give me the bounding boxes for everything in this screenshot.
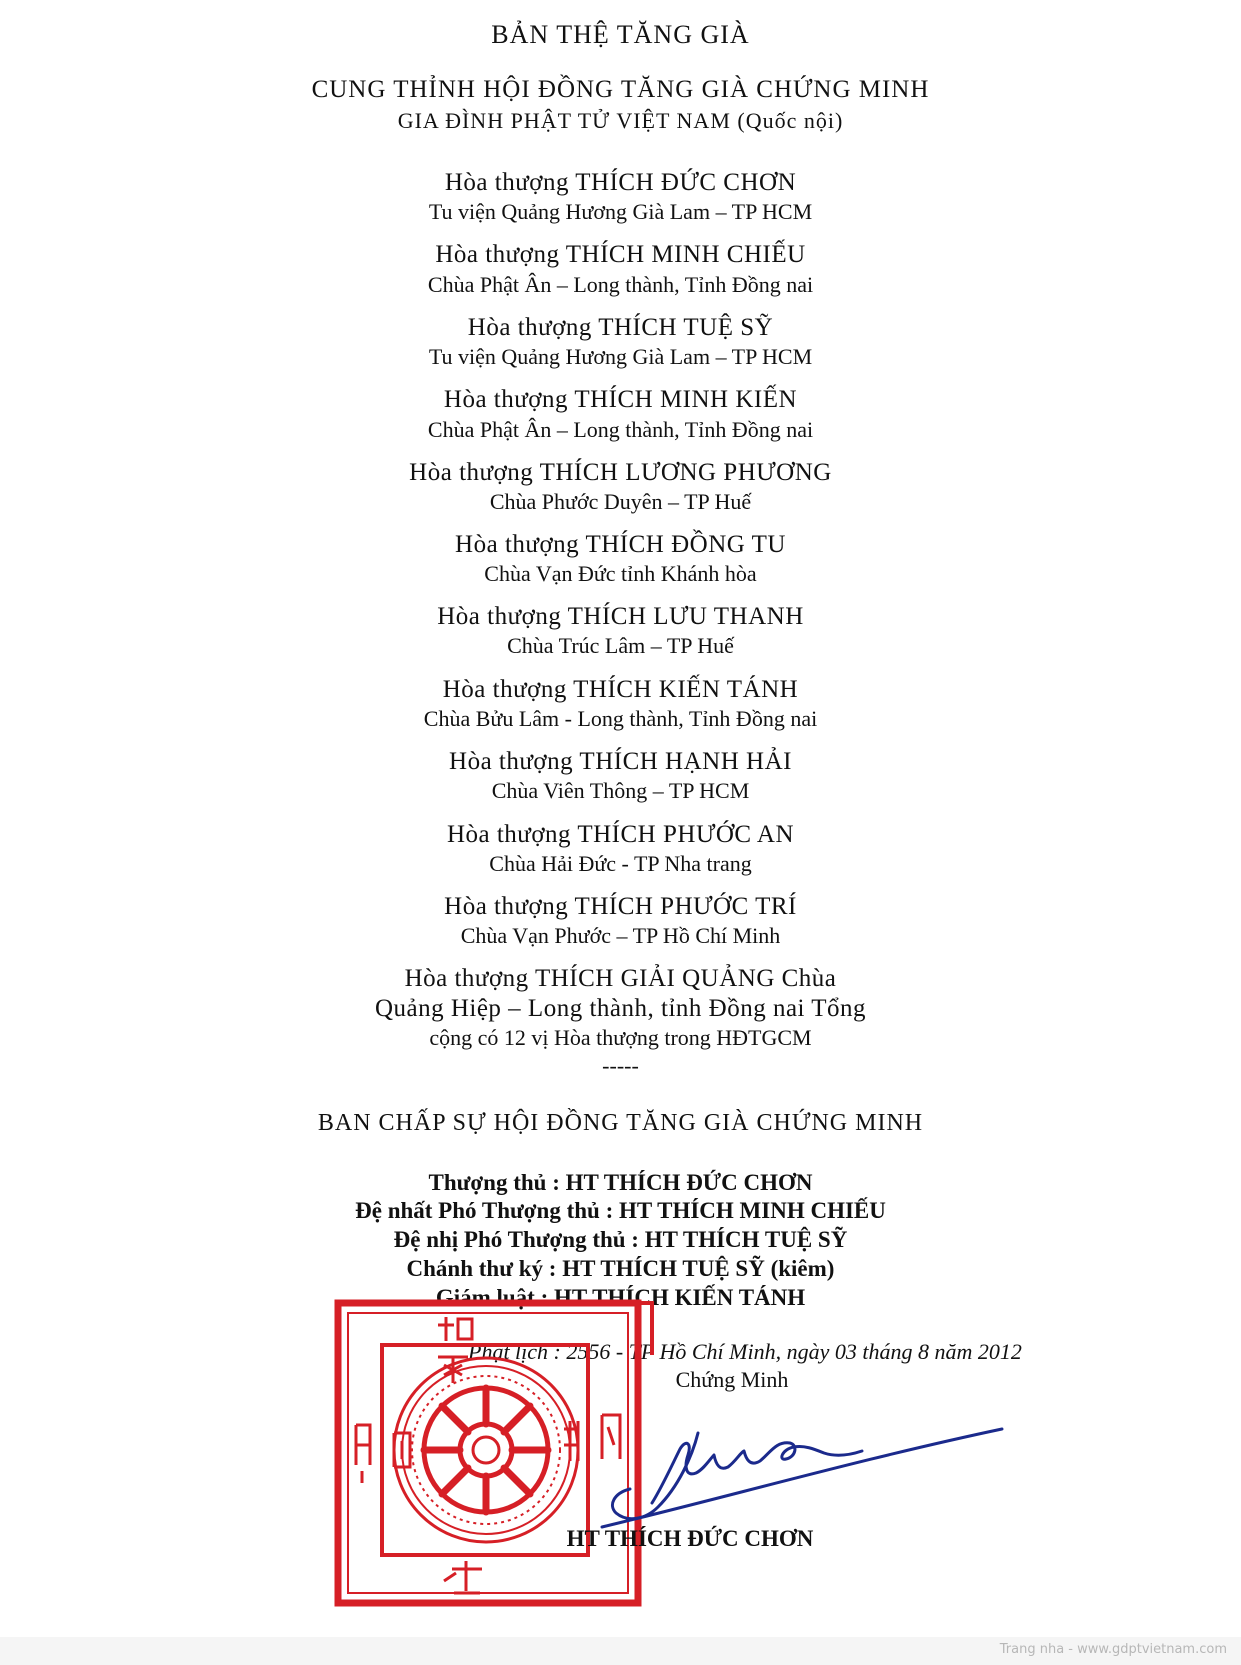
monk-place: Chùa Phật Ân – Long thành, Tỉnh Đồng nai bbox=[427, 272, 814, 297]
footer-watermark bbox=[0, 1637, 1241, 1665]
role-line: Thượng thủ : HT THÍCH ĐỨC CHƠN bbox=[428, 1170, 813, 1195]
monk-place: Chùa Phật Ân – Long thành, Tỉnh Đồng nai bbox=[427, 417, 814, 442]
monk-name: Hòa thượng THÍCH HẠNH HẢI bbox=[449, 748, 792, 775]
date-line: Phật lịch : 2556 - TP Hồ Chí Minh, ngày 03 tháng 8 năm 2012 bbox=[468, 1339, 1022, 1364]
monk-place: Chùa Viên Thông – TP HCM bbox=[491, 778, 750, 803]
role-line: Đệ nhất Phó Thượng thủ : HT THÍCH MINH CHIẾU bbox=[355, 1198, 886, 1223]
document-organization: GIA ĐÌNH PHẬT TỬ VIỆT NAM (Quốc nội) bbox=[397, 108, 844, 133]
monk-place: Chùa Vạn Phước – TP Hồ Chí Minh bbox=[460, 923, 781, 948]
handwritten-signature bbox=[600, 1395, 1010, 1535]
monk-name: Hòa thượng THÍCH PHƯỚC TRÍ bbox=[444, 893, 797, 920]
dharma-wheel-icon bbox=[394, 1358, 578, 1542]
monk-name: Hòa thượng THÍCH PHƯỚC AN bbox=[446, 821, 795, 848]
monk-place: Chùa Hải Đức - TP Nha trang bbox=[489, 851, 752, 876]
monk-place: Quảng Hiệp – Long thành, tỉnh Đồng nai Tổng bbox=[374, 995, 867, 1022]
signer-name: HT THÍCH ĐỨC CHƠN bbox=[566, 1526, 814, 1551]
monk-name: Hòa thượng THÍCH ĐỨC CHƠN bbox=[444, 169, 797, 196]
role-line: Chánh thư ký : HT THÍCH TUỆ SỸ (kiêm) bbox=[406, 1256, 835, 1281]
monk-name: Hòa thượng THÍCH LƯƠNG PHƯƠNG bbox=[409, 459, 832, 486]
monk-place: Tu viện Quảng Hương Già Lam – TP HCM bbox=[428, 199, 813, 224]
monk-place: Chùa Vạn Đức tỉnh Khánh hòa bbox=[484, 561, 757, 586]
watermark-text: Trang nha - www.gdptvietnam.com bbox=[999, 1642, 1227, 1657]
monk-name: Hòa thượng THÍCH MINH CHIẾU bbox=[435, 241, 806, 268]
monk-place: Tu viện Quảng Hương Già Lam – TP HCM bbox=[428, 344, 813, 369]
attest-label: Chứng Minh bbox=[675, 1367, 789, 1392]
role-line: Giám luật : HT THÍCH KIẾN TÁNH bbox=[435, 1285, 806, 1310]
role-line: Đệ nhị Phó Thượng thủ : HT THÍCH TUỆ SỸ bbox=[393, 1227, 848, 1252]
monk-place: Chùa Phước Duyên – TP Huế bbox=[489, 489, 752, 514]
monk-name: Hòa thượng THÍCH MINH KIẾN bbox=[443, 386, 798, 413]
document-subtitle: CUNG THỈNH HỘI ĐỒNG TĂNG GIÀ CHỨNG MINH bbox=[311, 76, 930, 103]
monk-total: cộng có 12 vị Hòa thượng trong HĐTGCM bbox=[429, 1025, 812, 1050]
document-title: BẢN THỆ TĂNG GIÀ bbox=[491, 20, 750, 49]
monk-name: Hòa thượng THÍCH LƯU THANH bbox=[437, 603, 804, 630]
monk-name: Hòa thượng THÍCH TUỆ SỸ bbox=[467, 314, 774, 341]
board-title: BAN CHẤP SỰ HỘI ĐỒNG TĂNG GIÀ CHỨNG MINH bbox=[317, 1110, 924, 1136]
monk-place: Chùa Bửu Lâm - Long thành, Tỉnh Đồng nai bbox=[423, 706, 818, 731]
monk-name: Hòa thượng THÍCH KIẾN TÁNH bbox=[442, 676, 799, 703]
monk-place: Chùa Trúc Lâm – TP Huế bbox=[507, 633, 734, 658]
monk-name: Hòa thượng THÍCH ĐỒNG TU bbox=[455, 531, 786, 558]
monk-name: Hòa thượng THÍCH GIẢI QUẢNG Chùa bbox=[404, 965, 837, 992]
section-separator: ----- bbox=[602, 1053, 639, 1078]
